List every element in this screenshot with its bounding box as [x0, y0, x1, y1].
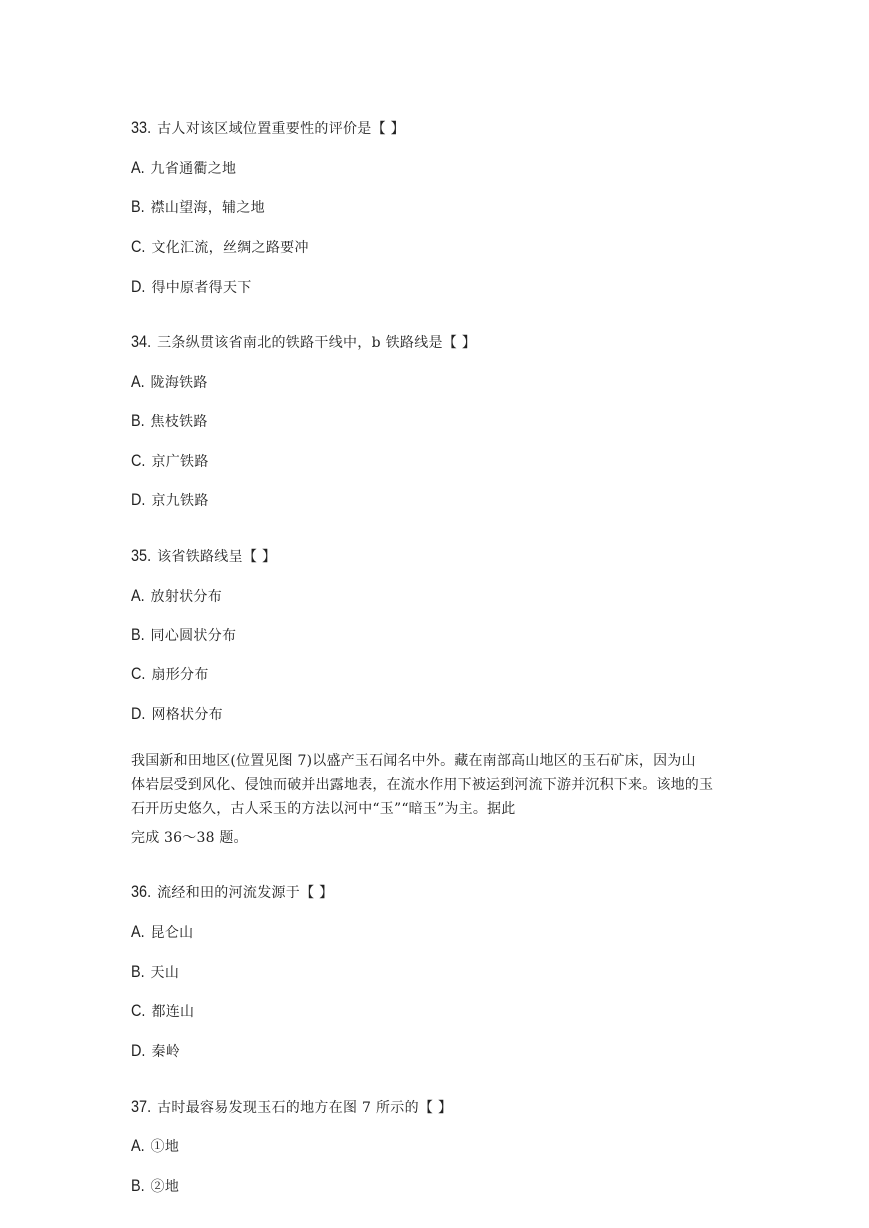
option-text: 网格状分布 — [151, 707, 223, 723]
question-number: 33. — [131, 118, 152, 137]
question-36-option-c — [131, 1001, 194, 1022]
question-number: 35. — [131, 546, 152, 565]
question-35-option-c — [131, 664, 209, 685]
question-33-option-a — [131, 158, 236, 179]
question-text: 古人对该区域位置重要性的评价是【 】 — [157, 121, 405, 137]
option-letter: B. — [131, 411, 145, 430]
option-letter: A. — [131, 372, 145, 391]
question-35-option-d — [131, 704, 223, 725]
question-34-stem — [131, 332, 476, 353]
question-34-option-a — [131, 372, 208, 393]
question-text: 三条纵贯该省南北的铁路干线中，b 铁路线是【 】 — [157, 335, 477, 351]
option-text: 京广铁路 — [151, 454, 209, 470]
option-letter: A. — [131, 922, 145, 941]
option-text: 陇海铁路 — [150, 375, 208, 391]
question-34-option-b — [131, 411, 208, 432]
option-text: 放射状分布 — [150, 589, 223, 605]
question-text: 流经和田的河流发源于【 】 — [157, 885, 334, 901]
option-text: 天山 — [150, 965, 180, 981]
question-34-option-d — [131, 490, 209, 511]
option-letter: C. — [131, 1001, 146, 1020]
question-36-option-d — [131, 1041, 180, 1062]
question-33-option-c — [131, 237, 309, 258]
question-35-option-a — [131, 586, 222, 607]
option-text: 文化汇流，丝绸之路要冲 — [151, 240, 309, 256]
question-34-option-c — [131, 451, 209, 472]
option-text: 九省通衢之地 — [150, 161, 237, 177]
passage-instruction — [131, 826, 743, 850]
option-letter: A. — [131, 158, 145, 177]
option-letter: C. — [131, 451, 146, 470]
question-33-option-d — [131, 277, 252, 298]
question-36-option-b — [131, 962, 179, 983]
question-35-option-b — [131, 625, 236, 646]
option-letter: A. — [131, 586, 145, 605]
option-text: 扇形分布 — [151, 667, 209, 683]
option-letter: A. — [131, 1136, 145, 1155]
option-letter: B. — [131, 1176, 145, 1195]
option-letter: D. — [131, 277, 146, 296]
option-text: 焦枝铁路 — [150, 414, 208, 430]
question-37-stem — [131, 1097, 452, 1118]
option-text: 秦岭 — [151, 1044, 181, 1060]
option-letter: B. — [131, 197, 145, 216]
option-letter: D. — [131, 1041, 146, 1060]
question-number: 34. — [131, 332, 152, 351]
question-37-option-b — [131, 1176, 179, 1197]
question-33-stem — [131, 118, 405, 139]
option-letter: B. — [131, 625, 145, 644]
question-37-option-a — [131, 1136, 179, 1157]
option-letter: D. — [131, 704, 146, 723]
option-text: 昆仑山 — [150, 925, 194, 941]
passage-line: 体岩层受到风化、侵蚀而破并出露地表，在流水作用下被运到河流下游并沉积下来。该地的玉 — [131, 777, 714, 793]
option-letter: C. — [131, 664, 146, 683]
reading-passage — [131, 749, 743, 821]
option-text: 京九铁路 — [151, 493, 209, 509]
option-text: 都连山 — [151, 1004, 195, 1020]
option-letter: D. — [131, 490, 146, 509]
option-text: 同心圆状分布 — [150, 628, 237, 644]
question-text: 该省铁路线呈【 】 — [157, 549, 277, 565]
question-33-option-b — [131, 197, 265, 218]
passage-line: 完成 36～38 题。 — [131, 830, 248, 846]
option-letter: C. — [131, 237, 146, 256]
passage-line: 石开历史悠久，古人采玉的方法以河中“玉”“暗玉”为主。据此 — [131, 801, 516, 817]
option-text: ①地 — [150, 1139, 180, 1155]
option-letter: B. — [131, 962, 145, 981]
passage-line: 我国新和田地区(位置见图 7)以盛产玉石闻名中外。藏在南部高山地区的玉石矿床，因为山 — [131, 753, 696, 769]
question-36-stem — [131, 882, 333, 903]
question-number: 36. — [131, 882, 152, 901]
question-36-option-a — [131, 922, 193, 943]
question-text: 古时最容易发现玉石的地方在图 7 所示的【 】 — [157, 1100, 453, 1116]
option-text: ②地 — [150, 1179, 180, 1195]
option-text: 得中原者得天下 — [151, 280, 252, 296]
option-text: 襟山望海，辅之地 — [150, 200, 265, 216]
question-35-stem — [131, 546, 276, 567]
question-number: 37. — [131, 1097, 152, 1116]
